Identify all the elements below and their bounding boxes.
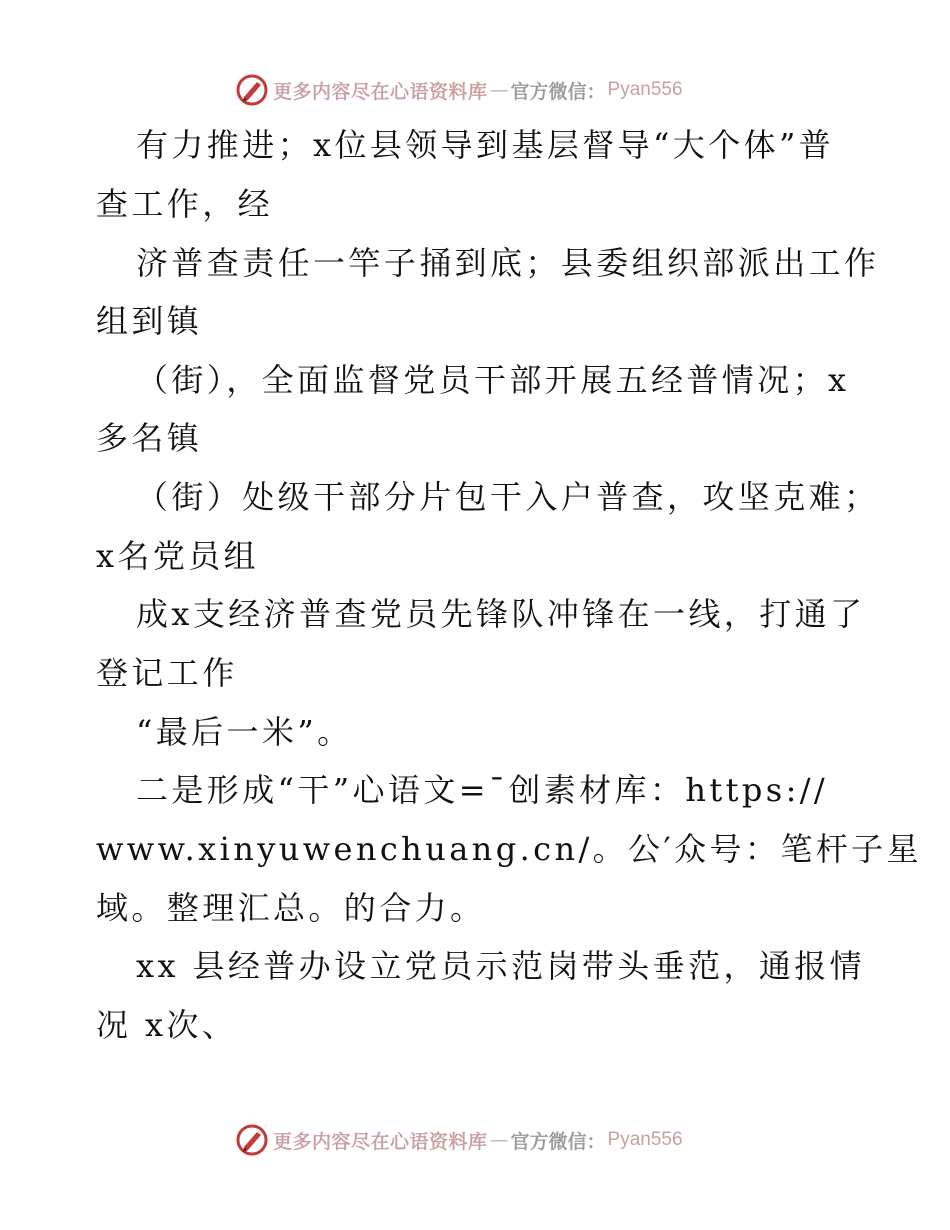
watermark-site-text: 更多内容尽在心语资料库	[273, 80, 488, 103]
body-text-line: 济普查责任一竿子捅到底；县委组织部派出工作	[136, 244, 880, 282]
watermark-wechat-id: Pyan556	[607, 79, 683, 100]
body-text-line: 查工作，经	[96, 185, 274, 223]
watermark-banner-bottom	[235, 1122, 683, 1158]
body-text-line: 域。整理汇总。的合力。	[96, 889, 486, 927]
pen-logo-icon	[235, 1123, 269, 1157]
body-text-line: 成x支经济普查党员先锋队冲锋在一线，打通了	[136, 595, 866, 633]
body-text-line: x名党员组	[96, 537, 260, 575]
body-text-line: 多名镇	[96, 419, 203, 457]
body-text-line: 二是形成“干”心语文=¯创素材库：https://	[136, 771, 829, 809]
watermark-site-text: 更多内容尽在心语资料库	[273, 1130, 488, 1153]
body-text-line: （街）处级干部分片包干入户普查，攻坚克难；	[136, 478, 880, 516]
body-text-line: xx 县经普办设立党员示范岗带头垂范，通报情	[136, 947, 866, 985]
watermark-banner-top	[235, 72, 683, 108]
body-text-line: 况 x次、	[96, 1006, 238, 1044]
pen-logo-icon	[235, 73, 269, 107]
watermark-separator: —	[489, 79, 509, 101]
watermark-wechat-label: 官方微信：	[510, 1130, 606, 1153]
body-text-line: 有力推进；x位县领导到基层督导“大个体”普	[136, 126, 835, 164]
body-text-line: www.xinyuwenchuang.cn/。公′众号：笔杆子星	[96, 830, 922, 868]
body-text-line: “最后一米”。	[136, 713, 353, 751]
body-text-line: 组到镇	[96, 302, 203, 340]
watermark-separator: —	[489, 1129, 509, 1151]
body-text-line: （街），全面监督党员干部开展五经普情况；x	[136, 361, 850, 399]
watermark-wechat-id: Pyan556	[607, 1129, 683, 1150]
watermark-wechat-label: 官方微信：	[510, 80, 606, 103]
body-text-line: 登记工作	[96, 654, 238, 692]
